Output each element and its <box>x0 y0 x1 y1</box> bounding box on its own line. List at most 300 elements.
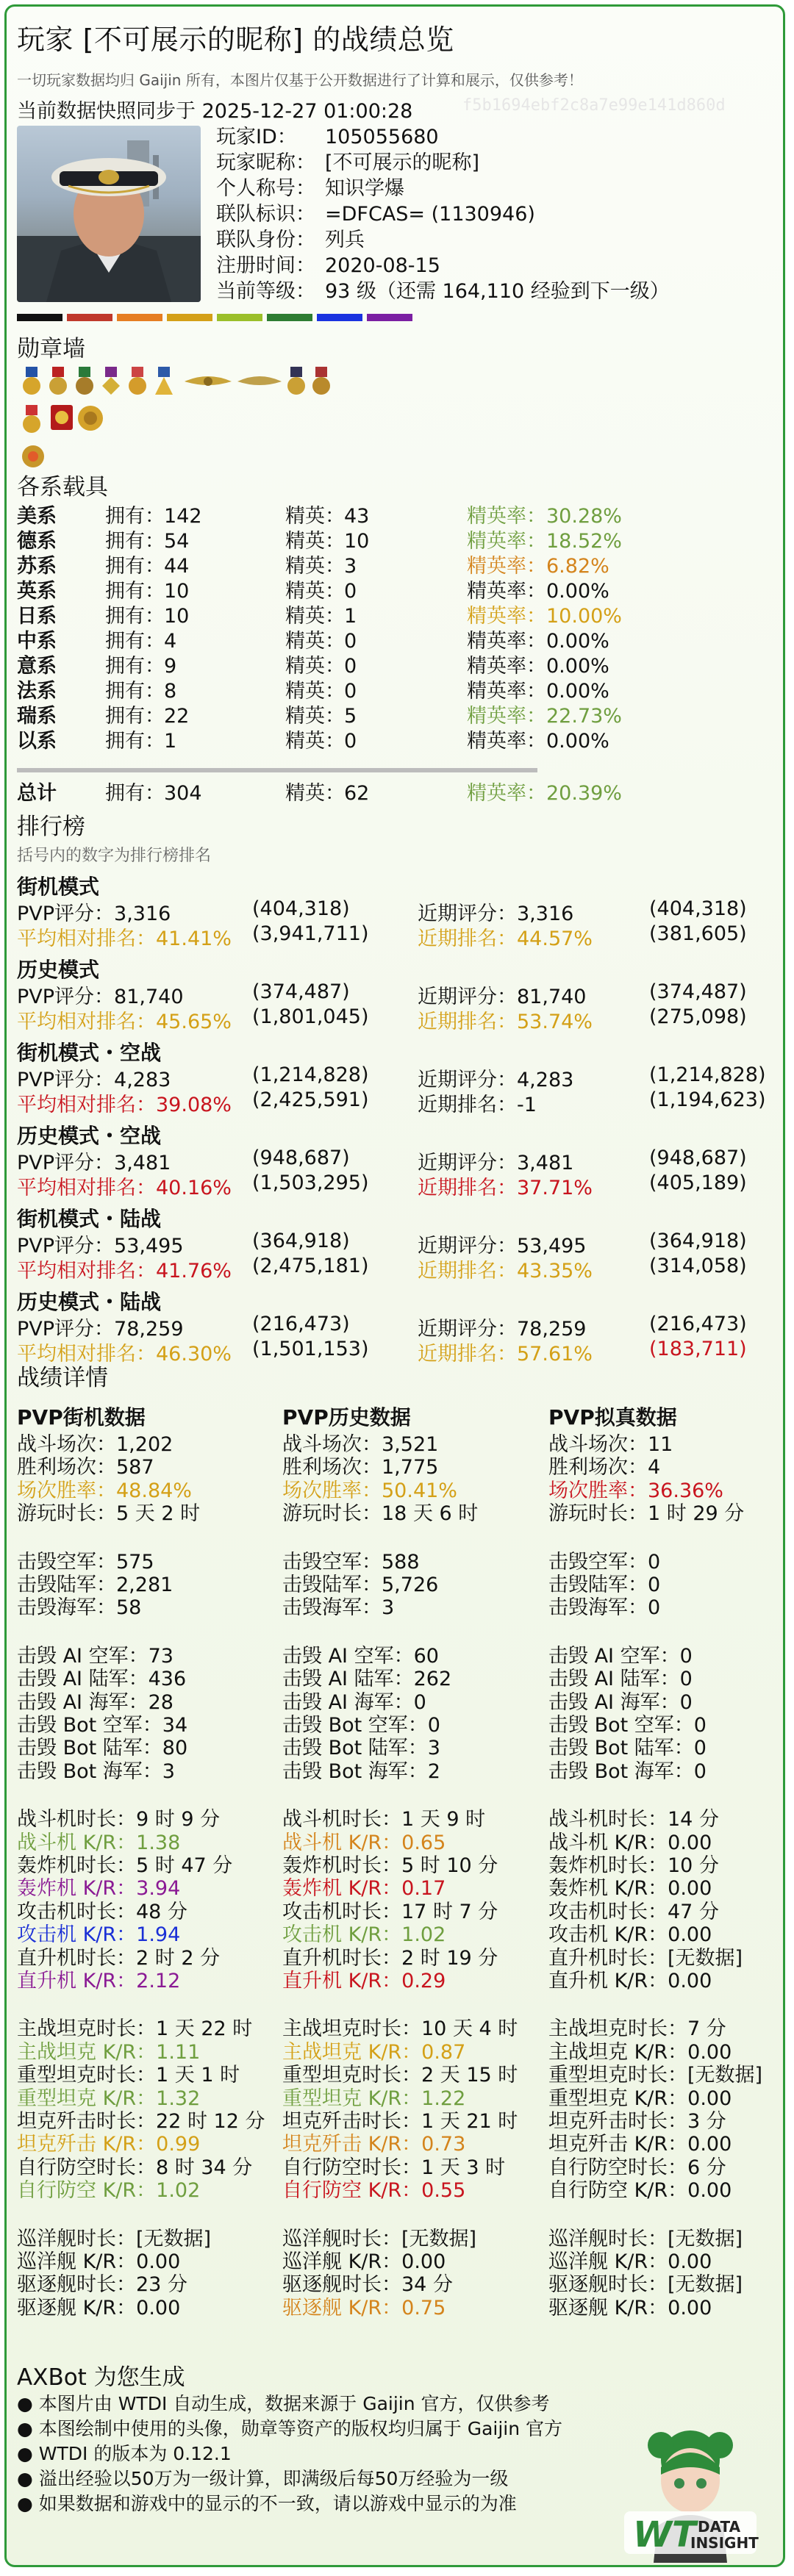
ranking-cell: (216,473) <box>649 1313 747 1335</box>
details-cell: 驱逐舰时长：[无数据] <box>548 2273 743 2297</box>
rate-value: 0.00% <box>546 630 609 653</box>
profile-row <box>216 227 670 253</box>
ranking-cell: (2,425,591) <box>252 1088 369 1111</box>
details-cell: 游玩时长：1 时 29 分 <box>548 1502 745 1526</box>
bullet-icon: ● <box>17 2468 39 2489</box>
profile-info <box>216 124 670 304</box>
profile-row <box>216 201 670 227</box>
details-cell: 战斗机 K/R：0.00 <box>548 1831 712 1854</box>
details-cell: 击毁 AI 海军：0 <box>548 1690 693 1714</box>
profile-value: 列兵 <box>325 229 365 251</box>
elite-label: 精英： <box>285 680 345 703</box>
details-cell: 击毁 AI 陆军：262 <box>282 1668 452 1691</box>
details-cell: 击毁 AI 陆军：436 <box>17 1668 187 1691</box>
ranking-cell: 近期评分：78,259 <box>418 1318 587 1341</box>
ranking-cell: 平均相对排名：41.76% <box>17 1260 232 1282</box>
details-cell: 驱逐舰时长：34 分 <box>282 2273 453 2297</box>
elite-value: 10 <box>344 530 370 553</box>
details-cell: 击毁 Bot 陆军：0 <box>548 1737 707 1760</box>
details-cell: 坦克歼击时长：22 时 12 分 <box>17 2110 265 2133</box>
own-value: 10 <box>164 580 190 603</box>
details-cell: 击毁 Bot 海军：3 <box>17 1759 175 1783</box>
ranking-mode-title: 历史模式 <box>17 958 100 982</box>
details-cell: 主战坦克时长：1 天 22 时 <box>17 2017 253 2041</box>
details-cell: 轰炸机时长：5 时 47 分 <box>17 1854 233 1877</box>
bullet-icon: ● <box>17 2393 39 2414</box>
footer-note <box>17 2491 562 2516</box>
details-cell: 重型坦克 K/R：1.32 <box>17 2087 201 2110</box>
profile-label: 联队身份： <box>216 229 315 251</box>
footer-note-text: 本图片由 WTDI 自动生成，数据来源于 Gaijin 官方，仅供参考 <box>38 2393 550 2414</box>
elite-label: 精英： <box>285 605 345 628</box>
footer-note-text: 本图绘制中使用的头像，勋章等资产的版权均归属于 Gaijin 官方 <box>38 2418 563 2439</box>
ranking-cell: (275,098) <box>649 1005 747 1028</box>
copyright-notice: 一切玩家数据均归 Gaijin 所有，本图片仅基于公开数据进行了计算和展示，仅供参考！ <box>17 71 583 89</box>
details-cell: 重型坦克时长：2 天 15 时 <box>282 2064 518 2087</box>
details-cell: 战斗场次：11 <box>548 1433 673 1456</box>
profile-row <box>216 279 670 304</box>
details-cell: 坦克歼击 K/R：0.99 <box>17 2133 201 2156</box>
details-cell: 击毁空军：575 <box>17 1550 154 1574</box>
rate-label: 精英率： <box>467 530 546 553</box>
footer-note-text: 溢出经验以50万为一级计算，即满级后每50万经验为一级 <box>38 2468 509 2489</box>
elite-label: 精英： <box>285 705 345 728</box>
ranking-cell: (381,605) <box>649 922 747 945</box>
details-column-header: PVP拟真数据 <box>548 1405 677 1429</box>
footer-title: AXBot 为您生成 <box>17 2364 185 2391</box>
details-cell: 自行防空 K/R：0.55 <box>282 2179 466 2203</box>
logo-sub1: DATA <box>698 2518 741 2536</box>
medal-icon <box>78 406 103 431</box>
own-value: 44 <box>164 555 190 578</box>
details-cell: 击毁 AI 空军：73 <box>17 1644 174 1668</box>
details-cell: 击毁 Bot 空军：34 <box>17 1714 188 1737</box>
rate-value: 22.73% <box>546 705 622 728</box>
ranking-cell: 平均相对排名：40.16% <box>17 1177 232 1199</box>
profile-value: 知识学爆 <box>325 177 404 200</box>
details-cell: 击毁陆军：2,281 <box>17 1574 174 1596</box>
nation-label: 日系 <box>17 605 57 628</box>
elite-label: 精英： <box>285 580 345 603</box>
details-cell: 攻击机 K/R：1.02 <box>282 1923 446 1947</box>
rate-value: 30.28% <box>546 505 622 528</box>
ranking-mode-title: 街机模式・空战 <box>17 1041 162 1065</box>
details-cell: 驱逐舰 K/R：0.00 <box>548 2296 712 2320</box>
details-cell: 主战坦克时长：7 分 <box>548 2017 726 2041</box>
details-cell: 击毁空军：0 <box>548 1550 661 1574</box>
footer-note-text: 如果数据和游戏中的显示的不一致，请以游戏中显示的为准 <box>38 2493 517 2514</box>
profile-label: 注册时间： <box>216 254 315 277</box>
details-cell: 攻击机时长：48 分 <box>17 1900 187 1923</box>
ranking-cell: (2,475,181) <box>252 1255 369 1277</box>
nation-label: 英系 <box>17 580 57 603</box>
own-value: 9 <box>164 655 177 678</box>
elite-value: 43 <box>344 505 370 528</box>
color-stripe <box>167 314 212 321</box>
elite-label: 精英： <box>285 555 345 578</box>
avatar <box>17 126 201 302</box>
ranking-cell: 近期评分：3,316 <box>418 903 574 925</box>
details-cell: 胜利场次：4 <box>548 1456 661 1479</box>
details-cell: 轰炸机时长：5 时 10 分 <box>282 1854 498 1877</box>
medal-icon <box>22 445 44 467</box>
details-cell: 战斗机 K/R：1.38 <box>17 1831 181 1854</box>
ranking-cell: (364,918) <box>649 1230 747 1252</box>
rate-value: 0.00% <box>546 730 609 753</box>
details-cell: 自行防空时长：8 时 34 分 <box>17 2156 253 2179</box>
snapshot-time: 当前数据快照同步于 2025-12-27 01:00:28 <box>17 100 413 123</box>
ranking-cell: PVP评分：3,481 <box>17 1152 171 1174</box>
details-cell: 巡洋舰 K/R：0.00 <box>548 2250 712 2273</box>
details-cell: 攻击机 K/R：1.94 <box>17 1923 181 1947</box>
details-cell: 击毁海军：58 <box>17 1596 142 1620</box>
details-title: 战绩详情 <box>17 1365 108 1391</box>
ranking-cell: 近期评分：4,283 <box>418 1069 574 1091</box>
details-cell: 直升机 K/R：0.29 <box>282 1970 446 1992</box>
profile-row <box>216 253 670 279</box>
nation-label: 中系 <box>17 630 57 653</box>
medal-icon <box>312 367 330 395</box>
details-cell: 攻击机 K/R：0.00 <box>548 1923 712 1947</box>
ranking-mode-title: 街机模式・陆战 <box>17 1207 162 1231</box>
ranking-cell: (3,941,711) <box>252 922 369 945</box>
details-cell: 击毁 AI 陆军：0 <box>548 1668 693 1691</box>
profile-row <box>216 176 670 201</box>
profile-label: 玩家ID： <box>216 126 297 148</box>
own-label: 拥有： <box>105 505 165 528</box>
rankings-note: 括号内的数字为排行榜排名 <box>17 847 212 865</box>
logo-sub2: INSIGHT <box>690 2534 759 2552</box>
details-cell: 巡洋舰 K/R：0.00 <box>17 2250 181 2273</box>
medal-icon <box>51 405 73 430</box>
profile-value: 93 级（还需 164,110 经验到下一级） <box>325 280 670 303</box>
details-cell: 巡洋舰时长：[无数据] <box>282 2227 477 2250</box>
profile-label: 联队标识： <box>216 203 315 226</box>
details-cell: 击毁 Bot 陆军：3 <box>282 1737 440 1760</box>
ranking-cell: 近期排名：43.35% <box>418 1260 593 1282</box>
details-cell: 巡洋舰时长：[无数据] <box>548 2227 743 2250</box>
rate-label: 精英率： <box>467 605 546 628</box>
details-cell: 轰炸机 K/R：0.00 <box>548 1877 712 1901</box>
details-column-header: PVP历史数据 <box>282 1405 411 1429</box>
rate-label: 精英率： <box>467 555 546 578</box>
medal-icon <box>287 367 305 395</box>
elite-value: 62 <box>344 782 370 805</box>
details-cell: 坦克歼击时长：1 天 21 时 <box>282 2110 518 2133</box>
ranking-cell: 近期排名：44.57% <box>418 928 593 950</box>
details-cell: 击毁 AI 空军：60 <box>282 1644 439 1668</box>
elite-value: 1 <box>344 605 357 628</box>
details-cell: 直升机时长：2 时 2 分 <box>17 1946 221 1970</box>
details-cell: 主战坦克 K/R：1.11 <box>17 2040 201 2064</box>
medal-icon <box>23 367 40 395</box>
ranking-cell: (948,687) <box>649 1147 747 1169</box>
profile-row <box>216 124 670 150</box>
ranking-cell: (216,473) <box>252 1313 350 1335</box>
own-label: 拥有： <box>105 680 165 703</box>
nation-label: 苏系 <box>17 555 57 578</box>
details-cell: 击毁 AI 海军：28 <box>17 1690 174 1714</box>
rate-label: 精英率： <box>467 705 546 728</box>
ranking-mode-title: 街机模式 <box>17 875 100 899</box>
bullet-icon: ● <box>17 2443 39 2464</box>
details-cell: 自行防空 K/R：1.02 <box>17 2179 201 2203</box>
rate-value: 6.82% <box>546 555 609 578</box>
own-value: 22 <box>164 705 190 728</box>
color-stripe <box>117 314 162 321</box>
rate-value: 10.00% <box>546 605 622 628</box>
ranking-cell: PVP评分：3,316 <box>17 903 171 925</box>
rate-value: 0.00% <box>546 655 609 678</box>
details-cell: 轰炸机时长：10 分 <box>548 1854 719 1877</box>
details-cell: 主战坦克时长：10 天 4 时 <box>282 2017 518 2041</box>
details-cell: 游玩时长：5 天 2 时 <box>17 1502 201 1526</box>
ranking-cell: 近期排名：53.74% <box>418 1011 593 1033</box>
rate-label: 精英率： <box>467 782 546 805</box>
ranking-cell: (948,687) <box>252 1147 350 1169</box>
details-cell: 场次胜率：50.41% <box>282 1479 457 1502</box>
own-label: 拥有： <box>105 530 165 553</box>
elite-label: 精英： <box>285 655 345 678</box>
details-cell: 主战坦克 K/R：0.87 <box>282 2040 466 2064</box>
rate-label: 精英率： <box>467 630 546 653</box>
details-cell: 重型坦克 K/R：0.00 <box>548 2087 732 2110</box>
profile-value: =DFCAS= (1130946) <box>325 203 535 226</box>
rankings-title: 排行榜 <box>17 814 85 840</box>
nation-label: 美系 <box>17 505 57 528</box>
profile-value: 2020-08-15 <box>325 254 440 277</box>
footer-notes <box>17 2392 562 2516</box>
medal-wall-title: 勋章墙 <box>17 336 85 362</box>
bullet-icon: ● <box>17 2493 39 2514</box>
details-cell: 胜利场次：587 <box>17 1456 154 1479</box>
details-cell: 自行防空 K/R：0.00 <box>548 2179 732 2203</box>
avatar-portrait-icon <box>17 126 201 302</box>
color-stripe <box>317 314 362 321</box>
rate-value: 18.52% <box>546 530 622 553</box>
footer-note <box>17 2442 562 2466</box>
ranking-cell: PVP评分：53,495 <box>17 1235 184 1257</box>
medal-icon <box>23 405 40 433</box>
ranking-cell: (1,801,045) <box>252 1005 369 1028</box>
details-cell: 坦克歼击 K/R：0.73 <box>282 2133 466 2156</box>
rate-label: 精英率： <box>467 655 546 678</box>
nation-label: 总计 <box>17 782 57 805</box>
nation-label: 法系 <box>17 680 57 703</box>
ranking-cell: (1,214,828) <box>649 1063 766 1086</box>
ranking-cell: (1,194,623) <box>649 1088 766 1111</box>
details-cell: 驱逐舰 K/R：0.00 <box>17 2296 181 2320</box>
ranking-cell: (404,318) <box>252 897 350 920</box>
elite-value: 3 <box>344 555 357 578</box>
ranking-cell: (1,214,828) <box>252 1063 369 1086</box>
elite-label: 精英： <box>285 730 345 753</box>
details-cell: 击毁海军：0 <box>548 1596 661 1620</box>
medal-icon <box>155 367 173 395</box>
color-stripe <box>67 314 112 321</box>
details-cell: 直升机 K/R：2.12 <box>17 1970 181 1992</box>
details-cell: 攻击机时长：17 时 7 分 <box>282 1900 498 1923</box>
nation-label: 德系 <box>17 530 57 553</box>
details-cell: 游玩时长：18 天 6 时 <box>282 1502 479 1526</box>
mascot-logo-icon <box>617 2416 764 2563</box>
ranking-cell: (1,501,153) <box>252 1338 369 1360</box>
own-value: 4 <box>164 630 177 653</box>
details-cell: 坦克歼击时长：3 分 <box>548 2110 726 2133</box>
profile-value: [不可展示的昵称] <box>325 151 480 174</box>
ranking-cell: (374,487) <box>649 980 747 1003</box>
details-cell: 巡洋舰时长：[无数据] <box>17 2227 212 2250</box>
rate-value: 20.39% <box>546 782 622 805</box>
ranking-cell: (1,503,295) <box>252 1172 369 1194</box>
own-value: 10 <box>164 605 190 628</box>
own-value: 142 <box>164 505 202 528</box>
own-label: 拥有： <box>105 605 165 628</box>
elite-label: 精英： <box>285 530 345 553</box>
details-cell: 直升机时长：[无数据] <box>548 1946 743 1970</box>
medal-icon <box>49 367 67 395</box>
rate-value: 0.00% <box>546 580 609 603</box>
details-cell: 重型坦克时长：1 天 1 时 <box>17 2064 240 2087</box>
details-cell: 驱逐舰时长：23 分 <box>17 2273 187 2297</box>
own-value: 1 <box>164 730 177 753</box>
profile-label: 玩家昵称： <box>216 151 315 174</box>
ranking-mode-title: 历史模式・空战 <box>17 1124 162 1148</box>
details-cell: 巡洋舰 K/R：0.00 <box>282 2250 446 2273</box>
details-cell: 击毁 AI 空军：0 <box>548 1644 693 1668</box>
snapshot-hash: f5b1694ebf2c8a7e99e141d860d <box>462 96 726 115</box>
profile-value: 105055680 <box>325 126 439 148</box>
details-cell: 战斗机时长：14 分 <box>548 1808 719 1831</box>
own-value: 304 <box>164 782 202 805</box>
details-cell: 直升机 K/R：0.00 <box>548 1970 712 1992</box>
wings-icon <box>237 376 282 385</box>
ranking-cell: 近期评分：3,481 <box>418 1152 574 1174</box>
logo-text: WT <box>633 2514 696 2555</box>
elite-label: 精英： <box>285 782 345 805</box>
footer-note <box>17 2392 562 2417</box>
ranking-cell: (314,058) <box>649 1255 747 1277</box>
details-cell: 主战坦克 K/R：0.00 <box>548 2040 732 2064</box>
details-cell: 重型坦克 K/R：1.22 <box>282 2087 466 2110</box>
ranking-cell: (183,711) <box>649 1338 747 1360</box>
elite-value: 0 <box>344 580 357 603</box>
footer-note <box>17 2417 562 2442</box>
color-stripe <box>217 314 262 321</box>
ranking-cell: 近期评分：53,495 <box>418 1235 587 1257</box>
details-cell: 战斗机时长：9 时 9 分 <box>17 1808 221 1831</box>
ranking-mode-title: 历史模式・陆战 <box>17 1290 162 1314</box>
details-cell: 战斗机 K/R：0.65 <box>282 1831 446 1854</box>
own-value: 54 <box>164 530 190 553</box>
details-cell: 轰炸机 K/R：0.17 <box>282 1877 446 1901</box>
details-cell: 击毁 AI 海军：0 <box>282 1690 426 1714</box>
ranking-cell: (405,189) <box>649 1172 747 1194</box>
details-cell: 重型坦克时长：[无数据] <box>548 2064 763 2087</box>
own-label: 拥有： <box>105 705 165 728</box>
details-cell: 轰炸机 K/R：3.94 <box>17 1877 181 1901</box>
color-stripe <box>17 314 62 321</box>
elite-label: 精英： <box>285 630 345 653</box>
medal-wall <box>17 364 355 474</box>
own-label: 拥有： <box>105 630 165 653</box>
own-value: 8 <box>164 680 177 703</box>
rate-value: 0.00% <box>546 680 609 703</box>
rate-label: 精英率： <box>467 680 546 703</box>
rate-label: 精英率： <box>467 730 546 753</box>
ranking-cell: 平均相对排名：41.41% <box>17 928 232 950</box>
wings-icon <box>185 376 232 386</box>
footer-note <box>17 2466 562 2491</box>
details-cell: 击毁陆军：0 <box>548 1574 661 1596</box>
elite-label: 精英： <box>285 505 345 528</box>
details-cell: 自行防空时长：1 天 3 时 <box>282 2156 506 2179</box>
details-cell: 战斗场次：3,521 <box>282 1433 439 1456</box>
details-cell: 坦克歼击 K/R：0.00 <box>548 2133 732 2156</box>
nation-label: 意系 <box>17 655 57 678</box>
nation-label: 以系 <box>17 730 57 753</box>
details-cell: 自行防空时长：6 分 <box>548 2156 726 2179</box>
details-cell: 击毁陆军：5,726 <box>282 1574 439 1596</box>
ranking-cell: 近期排名：-1 <box>418 1094 537 1116</box>
bullet-icon: ● <box>17 2418 39 2439</box>
color-stripe <box>267 314 312 321</box>
divider <box>17 768 537 772</box>
details-cell: 击毁 Bot 海军：2 <box>282 1759 440 1783</box>
details-cell: 击毁 Bot 空军：0 <box>282 1714 440 1737</box>
nation-label: 瑞系 <box>17 705 57 728</box>
ranking-cell: 平均相对排名：39.08% <box>17 1094 232 1116</box>
own-label: 拥有： <box>105 782 165 805</box>
ranking-cell: 平均相对排名：45.65% <box>17 1011 232 1033</box>
details-cell: 直升机时长：2 时 19 分 <box>282 1946 498 1970</box>
wtdi-logo <box>617 2416 764 2563</box>
profile-label: 当前等级： <box>216 280 315 303</box>
details-cell: 场次胜率：48.84% <box>17 1479 192 1502</box>
own-label: 拥有： <box>105 730 165 753</box>
page-title: 玩家 [不可展示的昵称] 的战绩总览 <box>17 24 454 56</box>
ranking-cell: (404,318) <box>649 897 747 920</box>
details-cell: 击毁 Bot 空军：0 <box>548 1714 707 1737</box>
details-cell: 场次胜率：36.36% <box>548 1479 723 1502</box>
details-cell: 驱逐舰 K/R：0.75 <box>282 2296 446 2320</box>
own-label: 拥有： <box>105 555 165 578</box>
ranking-cell: (364,918) <box>252 1230 350 1252</box>
stats-card <box>4 4 785 2567</box>
details-cell: 胜利场次：1,775 <box>282 1456 439 1479</box>
footer-note-text: WTDI 的版本为 0.12.1 <box>38 2443 232 2464</box>
elite-value: 0 <box>344 630 357 653</box>
medal-icon <box>129 367 146 395</box>
medal-icon <box>102 367 120 395</box>
ranking-cell: 平均相对排名：46.30% <box>17 1343 232 1366</box>
details-cell: 击毁空军：588 <box>282 1550 420 1574</box>
elite-value: 5 <box>344 705 357 728</box>
ranking-cell: (374,487) <box>252 980 350 1003</box>
own-label: 拥有： <box>105 580 165 603</box>
elite-value: 0 <box>344 655 357 678</box>
details-cell: 击毁 Bot 海军：0 <box>548 1759 707 1783</box>
ranking-cell: PVP评分：81,740 <box>17 986 184 1008</box>
details-cell: 战斗场次：1,202 <box>17 1433 174 1456</box>
details-cell: 击毁 Bot 陆军：80 <box>17 1737 188 1760</box>
profile-label: 个人称号： <box>216 177 315 200</box>
details-column-header: PVP街机数据 <box>17 1405 146 1429</box>
color-stripe <box>367 314 412 321</box>
rate-label: 精英率： <box>467 505 546 528</box>
own-label: 拥有： <box>105 655 165 678</box>
ranking-cell: PVP评分：78,259 <box>17 1318 184 1341</box>
